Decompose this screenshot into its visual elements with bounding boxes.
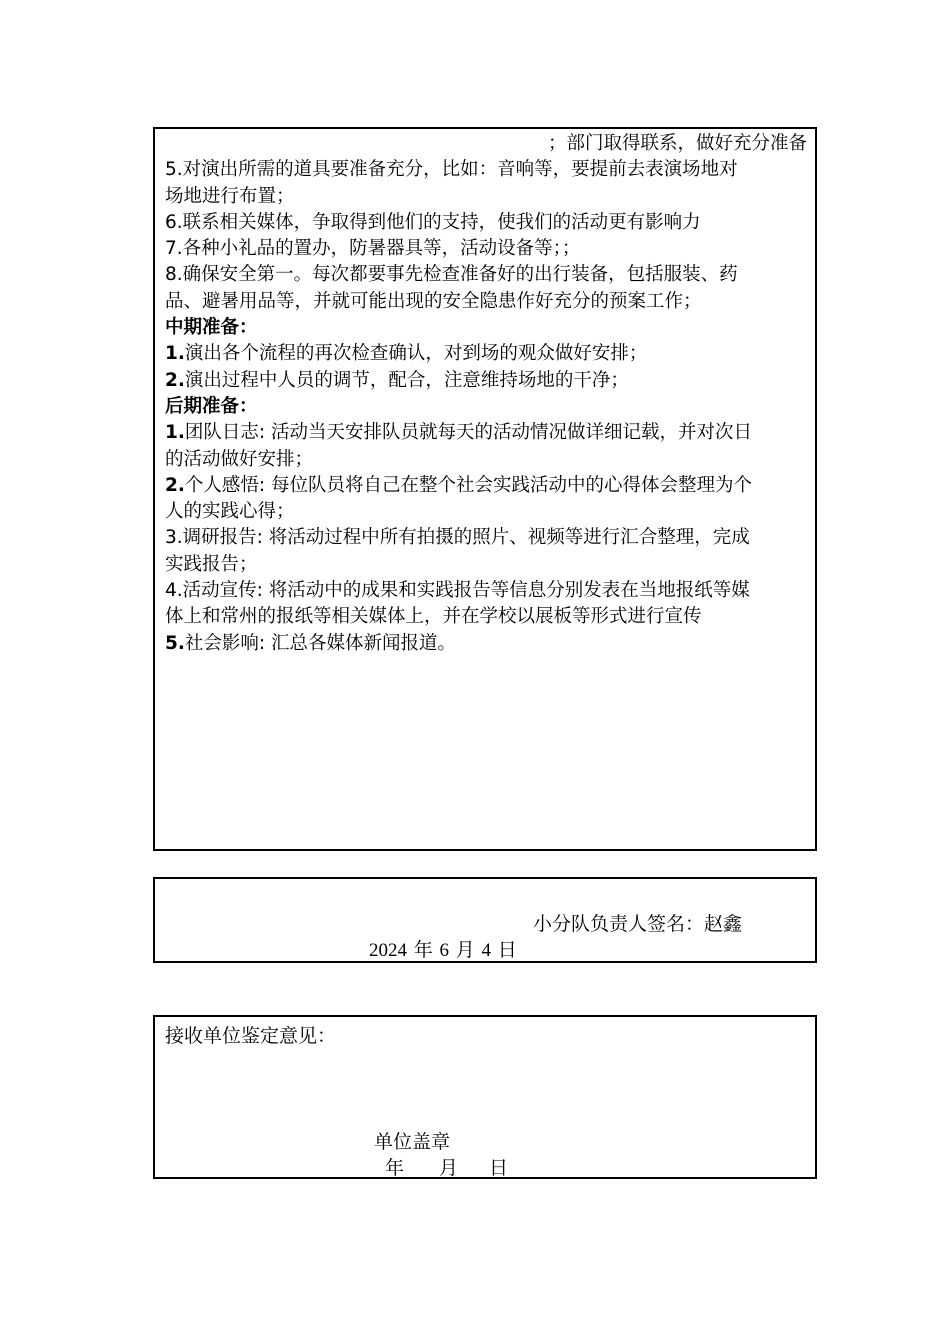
plan-line — [165, 447, 807, 473]
plan-line — [165, 525, 807, 551]
plan-content — [165, 131, 807, 657]
plan-line — [165, 341, 807, 367]
date-year-label: 年 — [385, 1158, 405, 1179]
plan-line — [165, 473, 807, 499]
line-text: 7.各种小礼品的置办，防暑器具等，活动设备等；； — [165, 238, 581, 260]
item-number: 2. — [165, 369, 185, 391]
item-number: 2. — [165, 474, 185, 496]
line-text: 的活动做好安排； — [165, 448, 314, 470]
item-number: 5. — [165, 632, 185, 654]
opinion-box — [153, 1015, 817, 1179]
plan-line — [165, 184, 807, 210]
plan-line — [165, 552, 807, 578]
signature-box — [153, 877, 817, 963]
line-text: 体上和常州的报纸等相关媒体上，并在学校以展板等形式进行宣传 — [165, 606, 702, 628]
plan-line — [165, 289, 807, 315]
line-text: 8.确保安全第一。每次都要事先检查准备好的出行装备，包括服装、药 — [165, 264, 738, 286]
line-text: 演出各个流程的再次检查确认，对到场的观众做好安排； — [184, 343, 648, 365]
line-text: 6.联系相关媒体，争取得到他们的支持，使我们的活动更有影响力 — [165, 211, 701, 233]
plan-box — [153, 127, 817, 851]
signature-label: 小分队负责人签名：赵鑫 — [533, 914, 743, 935]
item-number: 1. — [165, 343, 185, 365]
line-text: ；部门取得联系，做好充分准备 — [547, 133, 807, 154]
line-text: 中期准备： — [165, 317, 258, 339]
section-heading — [165, 394, 807, 420]
line-text: 3.调研报告: 将活动过程中所有拍摄的照片、视频等进行汇合整理，完成 — [165, 527, 750, 549]
opinion-label: 接收单位鉴定意见： — [165, 1026, 337, 1047]
seal-label: 单位盖章 — [374, 1132, 451, 1153]
plan-line — [165, 631, 807, 657]
signature-date: 2024 年 6 月 4 日 — [369, 940, 517, 961]
line-text: 个人感悟: 每位队员将自己在整个社会实践活动中的心得体会整理为个 — [184, 474, 753, 496]
line-text: 场地进行布置； — [165, 185, 295, 207]
date-day-label: 日 — [489, 1158, 509, 1179]
blank-date — [385, 1153, 508, 1180]
plan-line — [165, 578, 807, 604]
line-text: 演出过程中人员的调节，配合，注意维持场地的干净； — [184, 369, 629, 391]
plan-line — [165, 210, 807, 236]
plan-line — [165, 368, 807, 394]
line-text: 社会影响: 汇总各媒体新闻报道。 — [184, 632, 457, 654]
line-text: 团队日志: 活动当天安排队员就每天的活动情况做详细记载，并对次日 — [184, 422, 753, 444]
plan-line — [165, 131, 807, 157]
plan-line — [165, 604, 807, 630]
line-text: 品、避暑用品等，并就可能出现的安全隐患作好充分的预案工作； — [165, 290, 702, 312]
line-text: 人的实践心得； — [165, 501, 295, 523]
plan-line — [165, 157, 807, 183]
line-text: 4.活动宣传: 将活动中的成果和实践报告等信息分别发表在当地报纸等媒 — [165, 580, 750, 602]
plan-line — [165, 420, 807, 446]
plan-line — [165, 499, 807, 525]
plan-line — [165, 262, 807, 288]
line-text: 5.对演出所需的道具要准备充分，比如：音响等，要提前去表演场地对 — [165, 159, 738, 181]
item-number: 1. — [165, 422, 185, 444]
date-month-label: 月 — [439, 1158, 459, 1179]
line-text: 实践报告； — [165, 553, 258, 575]
section-heading — [165, 315, 807, 341]
plan-line — [165, 236, 807, 262]
line-text: 后期准备： — [165, 395, 258, 417]
